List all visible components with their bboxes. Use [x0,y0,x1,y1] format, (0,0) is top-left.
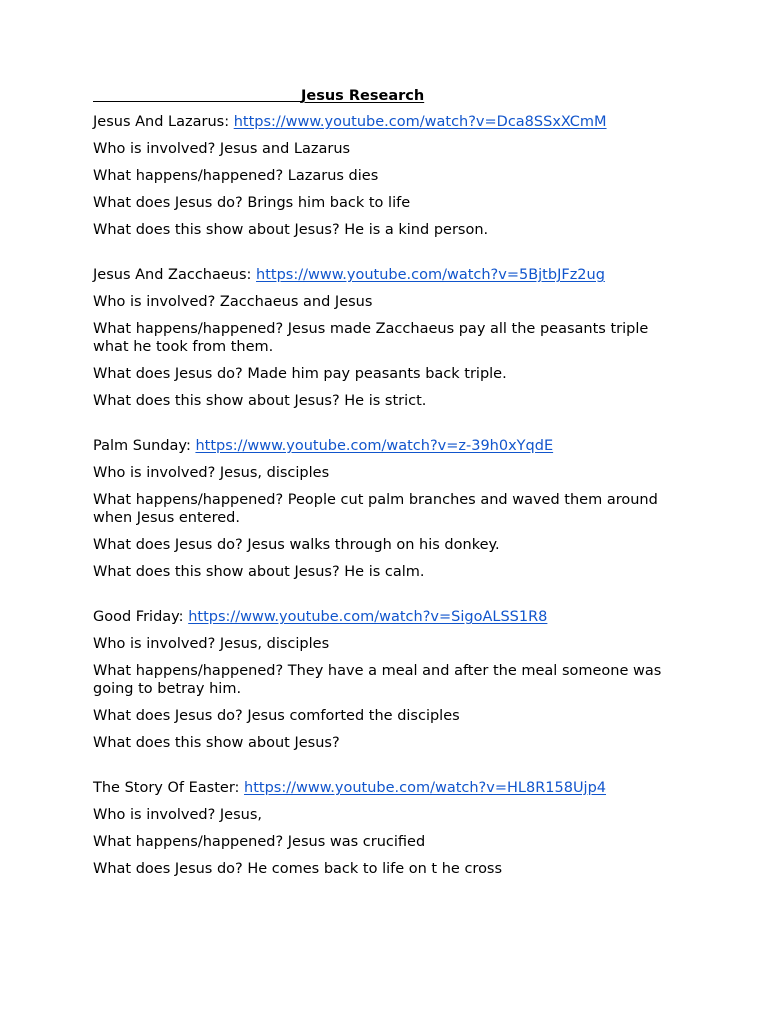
section-good-friday [93,608,668,752]
what-it-shows: What does this show about Jesus? He is strict. [93,393,427,409]
who-involved: Who is involved? Jesus, disciples [93,636,330,652]
video-link[interactable]: https://www.youtube.com/watch?v=Dca8SSxXCmM [233,114,607,130]
section-palm-sunday [93,437,668,581]
section-heading: Good Friday: [93,609,184,625]
section-heading-line [93,113,668,131]
what-happened: What happens/happened? Lazarus dies [93,168,379,184]
what-happened: What happens/happened? They have a meal and after the meal someone was going to betray him. [93,663,662,697]
what-it-shows: What does this show about Jesus? He is a kind person. [93,222,489,238]
video-link[interactable]: https://www.youtube.com/watch?v=5BjtbJFz2ug [256,267,605,283]
what-jesus-does: What does Jesus do? Brings him back to life [93,195,411,211]
document-title-line [93,86,668,106]
who-involved: Who is involved? Jesus, [93,807,263,823]
what-happened: What happens/happened? People cut palm branches and waved them around when Jesus entered. [93,492,658,526]
video-link[interactable]: https://www.youtube.com/watch?v=SigoALSS1R8 [188,609,548,625]
section-heading-line [93,266,668,284]
section-heading: Jesus And Zacchaeus: [93,267,252,283]
section-jesus-and-lazarus [93,113,668,239]
section-heading-line [93,608,668,626]
section-the-story-of-easter [93,779,668,878]
what-it-shows: What does this show about Jesus? He is calm. [93,564,425,580]
section-heading: The Story Of Easter: [93,780,240,796]
what-jesus-does: What does Jesus do? Made him pay peasants back triple. [93,366,507,382]
what-happened: What happens/happened? Jesus was crucified [93,834,426,850]
section-jesus-and-zacchaeus [93,266,668,410]
section-heading-line [93,437,668,455]
who-involved: Who is involved? Jesus and Lazarus [93,141,351,157]
what-happened: What happens/happened? Jesus made Zacchaeus pay all the peasants triple what he took from them. [93,321,649,355]
title-underline-rule [93,86,301,102]
document-page [93,86,668,905]
who-involved: Who is involved? Zacchaeus and Jesus [93,294,373,310]
video-link[interactable]: https://www.youtube.com/watch?v=HL8R158Ujp4 [244,780,607,796]
document-title: Jesus Research [301,88,425,104]
who-involved: Who is involved? Jesus, disciples [93,465,330,481]
section-heading-line [93,779,668,797]
what-jesus-does: What does Jesus do? Jesus walks through on his donkey. [93,537,500,553]
what-jesus-does: What does Jesus do? Jesus comforted the disciples [93,708,460,724]
section-heading: Jesus And Lazarus: [93,114,230,130]
what-it-shows: What does this show about Jesus? [93,735,340,751]
section-heading: Palm Sunday: [93,438,191,454]
what-jesus-does: What does Jesus do? He comes back to life on t he cross [93,861,503,877]
video-link[interactable]: https://www.youtube.com/watch?v=z-39h0xYqdE [195,438,554,454]
